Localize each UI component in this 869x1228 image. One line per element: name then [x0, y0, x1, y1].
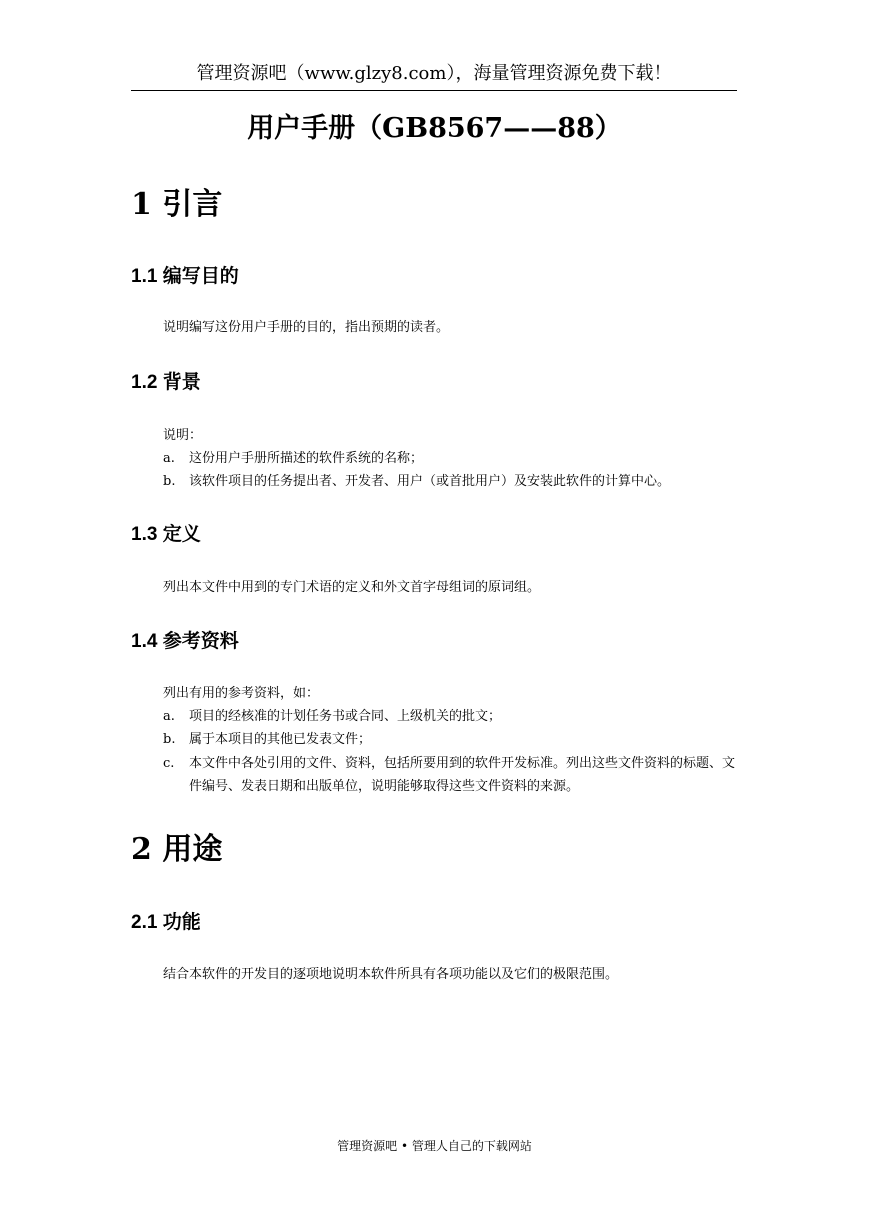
list-marker: b. — [163, 474, 176, 489]
page-header: 管理资源吧（www.glzy8.com），海量管理资源免费下载！ — [131, 58, 737, 91]
page-footer: 管理资源吧 • 管理人自己的下载网站 — [337, 1139, 532, 1153]
heading-2-1-functions: 2.1 功能 — [131, 912, 201, 933]
heading-1-introduction: 1 引言 — [131, 187, 223, 222]
list-text: 项目的经核准的计划任务书或合同、上级机关的批文； — [189, 709, 502, 724]
definitions-paragraph: 列出本文件中用到的专门术语的定义和外文首字母组词的原词组。 — [163, 580, 541, 595]
heading-1-2-background: 1.2 背景 — [131, 372, 201, 393]
list-text: 本文件中各处引用的文件、资料，包括所要用到的软件开发标准。列出这些文件资料的标题、文件编号、发表日期和出版单位，说明能够取得这些文件资料的来源。 — [189, 756, 736, 794]
list-marker: c. — [163, 756, 175, 771]
document-title: 用户手册（GB8567——88） — [247, 113, 622, 144]
heading-1-1-purpose: 1.1 编写目的 — [131, 266, 239, 287]
list-text: 这份用户手册所描述的软件系统的名称； — [189, 451, 424, 466]
heading-2-usage: 2 用途 — [131, 832, 223, 867]
list-marker: a. — [163, 709, 175, 724]
references-intro: 列出有用的参考资料，如： — [163, 686, 320, 701]
list-marker: a. — [163, 451, 175, 466]
heading-1-3-definitions: 1.3 定义 — [131, 524, 201, 545]
purpose-paragraph: 说明编写这份用户手册的目的，指出预期的读者。 — [163, 320, 450, 335]
list-text: 该软件项目的任务提出者、开发者、用户（或首批用户）及安装此软件的计算中心。 — [189, 474, 671, 489]
background-intro: 说明： — [163, 428, 203, 443]
list-marker: b. — [163, 732, 176, 747]
functions-paragraph: 结合本软件的开发目的逐项地说明本软件所具有各项功能以及它们的极限范围。 — [163, 967, 619, 982]
list-text: 属于本项目的其他已发表文件； — [189, 732, 372, 747]
heading-1-4-references: 1.4 参考资料 — [131, 631, 239, 652]
